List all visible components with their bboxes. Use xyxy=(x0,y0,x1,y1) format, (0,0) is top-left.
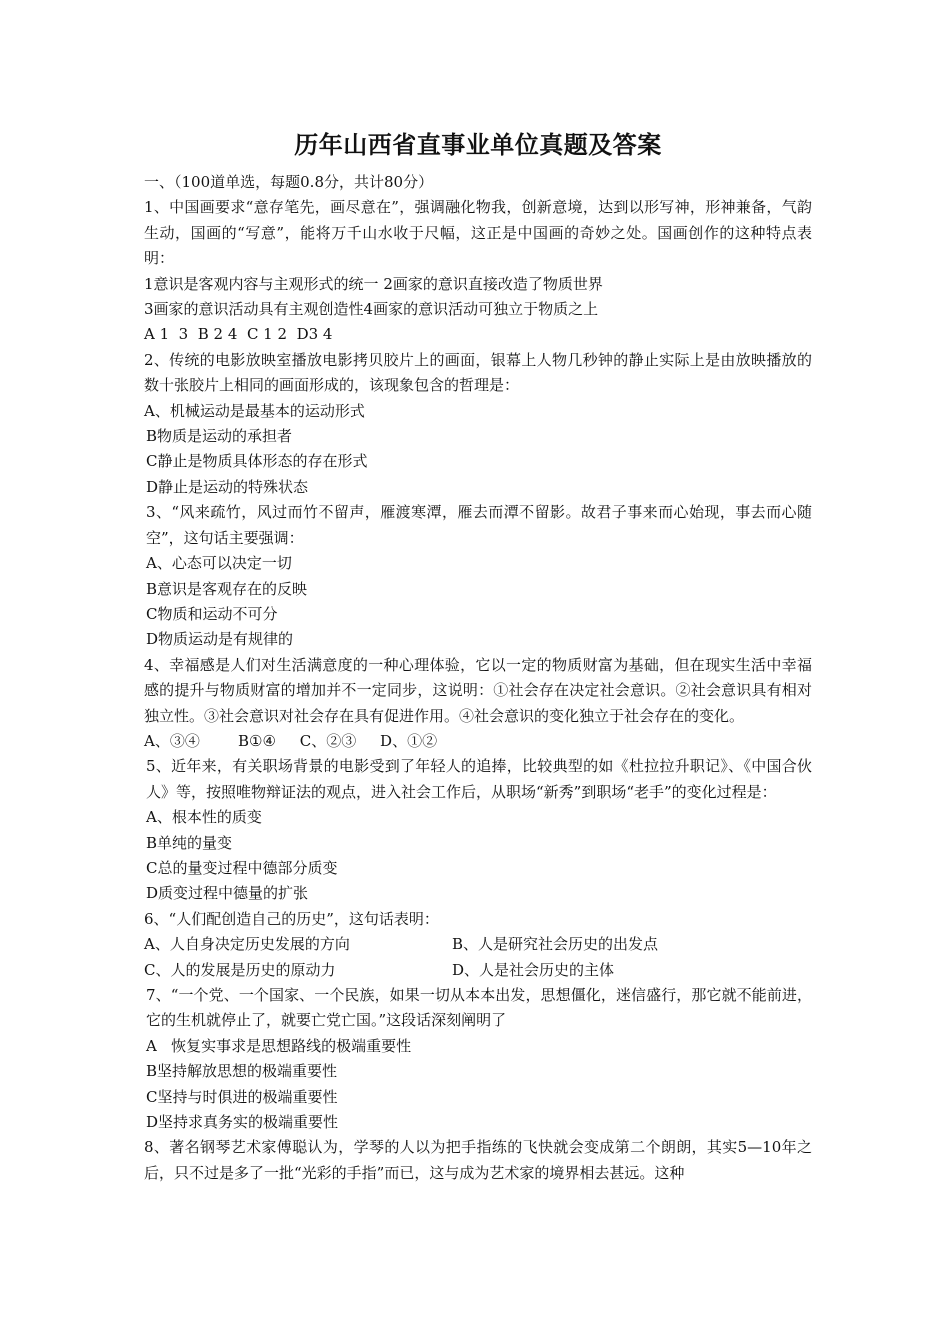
question-6-options-row-1 xyxy=(144,932,812,957)
question-1-stem: 1、中国画要求“意存笔先，画尽意在”，强调融化物我，创新意境，达到以形写神，形神兼备，气韵生动，国画的“写意”，能将万千山水收于尺幅，这正是中国画的奇妙之处。国画创作的这种特点表明： xyxy=(144,198,812,268)
document-title: 历年山西省直事业单位真题及答案 xyxy=(294,130,662,159)
document-page xyxy=(144,128,812,1186)
question-3-option-c: C物质和运动不可分 xyxy=(146,604,278,623)
question-4-stem: 4、幸福感是人们对生活满意度的一种心理体验，它以一定的物质财富为基础，但在现实生活中幸福感的提升与物质财富的增加并不一定同步，这说明：①社会存在决定社会意识。②社会意识具有相对独立性。③社会意识对社会存在具有促进作用。④社会意识的变化独立于社会存在的变化。 xyxy=(144,655,812,725)
question-8-stem: 8、著名钢琴艺术家傅聪认为，学琴的人以为把手指练的飞快就会变成第二个朗朗，其实5—10年之后，只不过是多了一批“光彩的手指”而已，这与成为艺术家的境界相去甚远。这种 xyxy=(144,1138,812,1182)
question-3-stem: 3、“风来疏竹，风过而竹不留声，雁渡寒潭，雁去而潭不留影。故君子事来而心始现，事去而心随空”，这句话主要强调： xyxy=(146,503,812,547)
question-6-option-c: C、人的发展是历史的原动力 xyxy=(144,960,336,979)
question-6-stem: 6、“人们配创造自己的历史”，这句话表明： xyxy=(144,909,439,928)
question-6-option-d: D、人是社会历史的主体 xyxy=(452,960,615,979)
question-2-stem: 2、传统的电影放映室播放电影拷贝胶片上的画面，银幕上人物几秒钟的静止实际上是由放映播放的数十张胶片上相同的画面形成的，该现象包含的哲理是： xyxy=(144,350,812,395)
section-header: 一、（100道单选，每题0.8分，共计80分） xyxy=(144,173,434,191)
question-1-options: A 1 3 B 2 4 C 1 2 D3 4 xyxy=(144,325,333,344)
question-5-option-c: C总的量变过程中德部分质变 xyxy=(146,858,338,877)
question-5-option-b: B单纯的量变 xyxy=(146,833,233,852)
question-2-option-b: B物质是运动的承担者 xyxy=(146,427,293,446)
question-1-statement-1: 1意识是客观内容与主观形式的统一 2画家的意识直接改造了物质世界 xyxy=(144,274,603,293)
question-7-option-b: B坚持解放思想的极端重要性 xyxy=(146,1062,338,1081)
question-3-option-d: D物质运动是有规律的 xyxy=(146,630,294,649)
question-1-statement-2: 3画家的意识活动具有主观创造性4画家的意识活动可独立于物质之上 xyxy=(144,300,599,319)
question-3-option-b: B意识是客观存在的反映 xyxy=(146,579,308,598)
question-7-option-d: D坚持求真务实的极端重要性 xyxy=(146,1113,339,1132)
question-6-option-b: B、人是研究社会历史的出发点 xyxy=(452,935,659,954)
question-7-option-c: C坚持与时俱进的极端重要性 xyxy=(146,1087,338,1106)
question-4-options: A、③④ B①④ C、②③ D、①② xyxy=(144,731,438,750)
question-5-stem: 5、近年来，有关职场背景的电影受到了年轻人的追捧，比较典型的如《杜拉拉升职记》、《中国合伙人》等，按照唯物辩证法的观点，进入社会工作后，从职场“新秀”到职场“老手”的变化过程是： xyxy=(146,757,812,801)
question-5-option-a: A、根本性的质变 xyxy=(146,808,262,827)
question-5-option-d: D质变过程中德量的扩张 xyxy=(146,884,309,903)
question-3-option-a: A、心态可以决定一切 xyxy=(146,554,292,573)
question-7-stem: 7、“一个党、一个国家、一个民族，如果一切从本本出发，思想僵化，迷信盛行，那它就不能前进，它的生机就停止了，就要亡党亡国。”这段话深刻阐明了 xyxy=(146,986,812,1030)
question-6-option-a: A、人自身决定历史发展的方向 xyxy=(144,935,350,954)
question-2-option-d: D静止是运动的特殊状态 xyxy=(146,477,309,496)
question-6-options-row-2 xyxy=(144,958,812,983)
question-2-option-c: C静止是物质具体形态的存在形式 xyxy=(146,452,368,471)
question-2-option-a: A、机械运动是最基本的运动形式 xyxy=(144,401,365,420)
question-7-option-a: A 恢复实事求是思想路线的极端重要性 xyxy=(146,1036,412,1055)
